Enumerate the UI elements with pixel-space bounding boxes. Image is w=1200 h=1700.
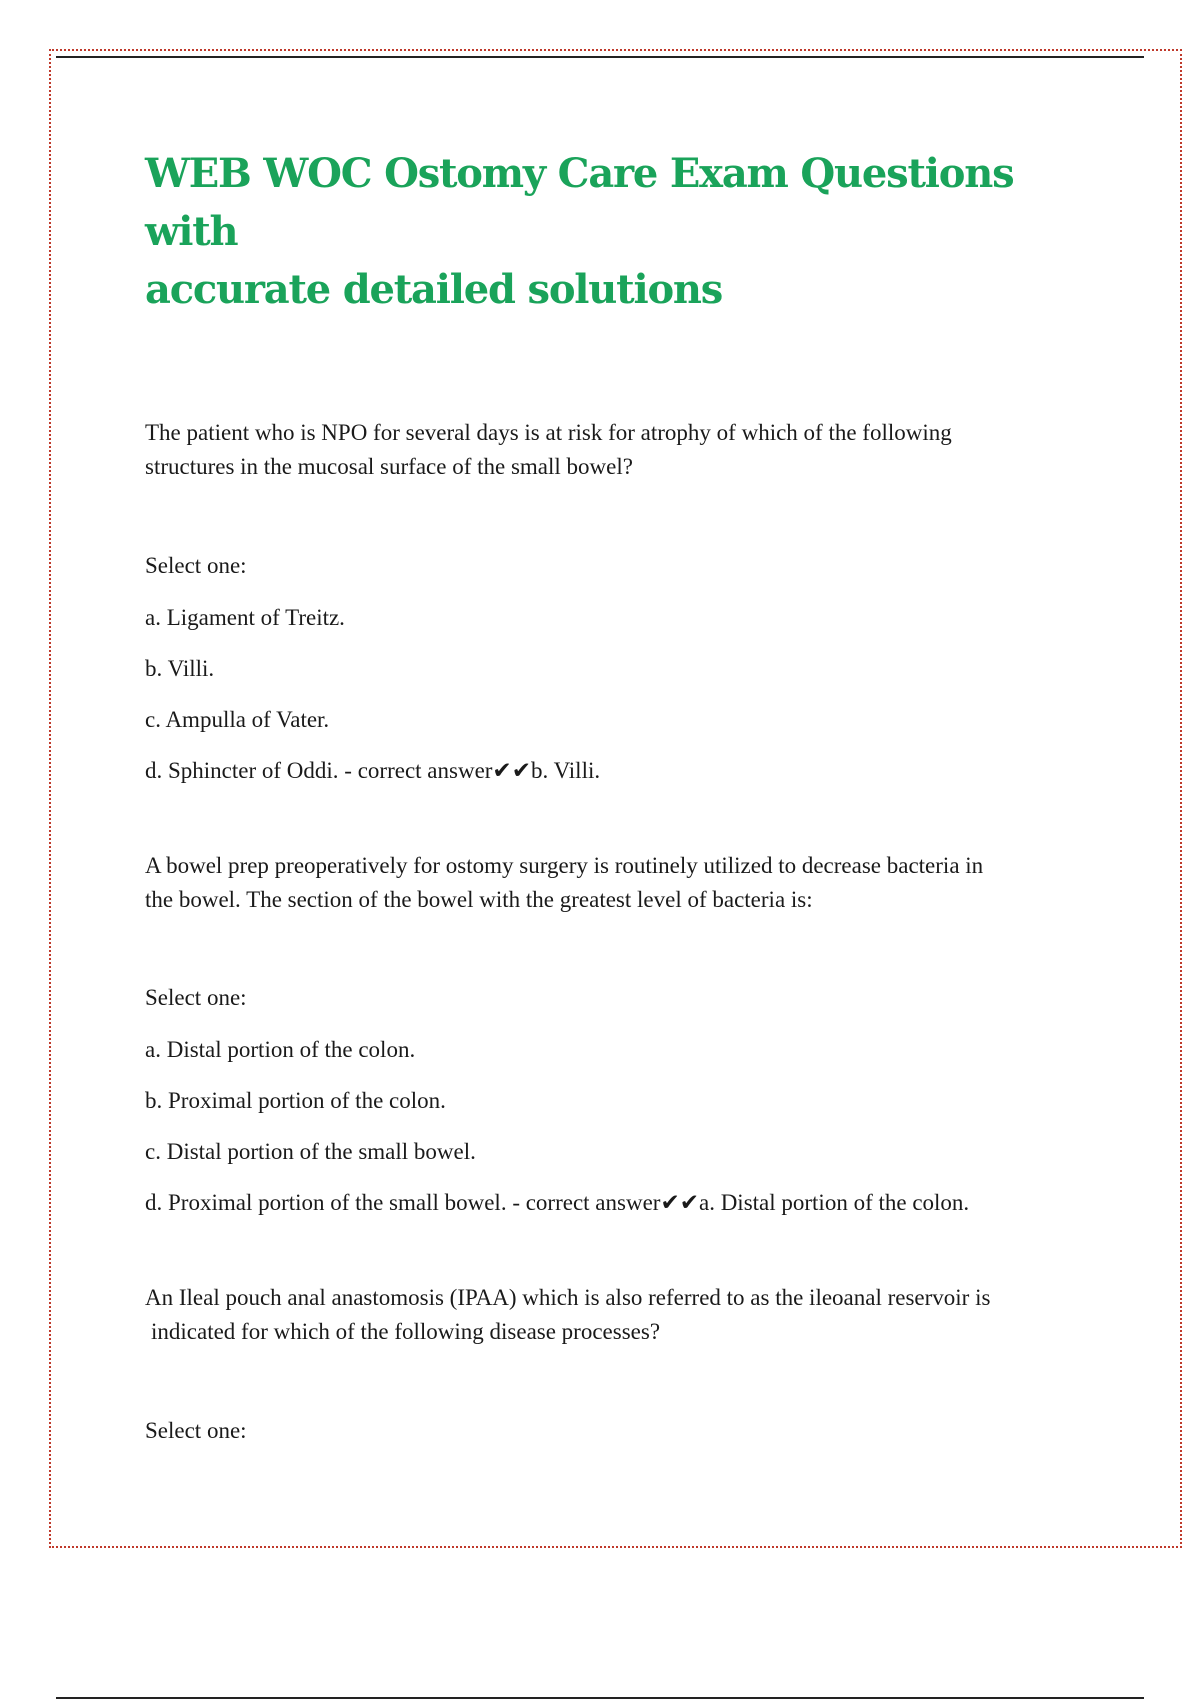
title-line-2: accurate detailed solutions bbox=[145, 266, 723, 313]
question-1-line-1: The patient who is NPO for several days is at risk for atrophy of which of the following bbox=[145, 420, 952, 445]
question-3-line-2: indicated for which of the following disease processes? bbox=[151, 1319, 661, 1344]
question-2-option-a: a. Distal portion of the colon. bbox=[145, 1037, 416, 1062]
question-1-option-c: c. Ampulla of Vater. bbox=[145, 707, 330, 732]
document-title bbox=[145, 145, 1105, 319]
header-rule bbox=[56, 56, 1144, 58]
question-3-select-label: Select one: bbox=[145, 1418, 247, 1443]
question-1-option-b: b. Villi. bbox=[145, 656, 215, 681]
question-2-option-b: b. Proximal portion of the colon. bbox=[145, 1088, 446, 1113]
title-line-1: WEB WOC Ostomy Care Exam Questions with bbox=[145, 150, 1014, 255]
question-1-option-a: a. Ligament of Treitz. bbox=[145, 605, 345, 630]
question-3-text bbox=[145, 1281, 1105, 1349]
question-2-line-1: A bowel prep preoperatively for ostomy surgery is routinely utilized to decrease bacteria in bbox=[145, 853, 984, 878]
question-2-select-label: Select one: bbox=[145, 985, 247, 1010]
document-body bbox=[145, 145, 1105, 1446]
question-2-text bbox=[145, 849, 1105, 917]
footer-rule bbox=[56, 1697, 1144, 1699]
question-1-line-2: structures in the mucosal surface of the small bowel? bbox=[145, 454, 633, 479]
question-2-option-c: c. Distal portion of the small bowel. bbox=[145, 1139, 476, 1164]
question-1-select-label: Select one: bbox=[145, 553, 247, 578]
question-1-option-d-answer: d. Sphincter of Oddi. - correct answer✔✔b. Villi. bbox=[145, 758, 601, 783]
question-3-line-1: An Ileal pouch anal anastomosis (IPAA) which is also referred to as the ileoanal reservoir is bbox=[145, 1285, 991, 1310]
question-2-option-d-answer: d. Proximal portion of the small bowel. - correct answer✔✔a. Distal portion of the colon. bbox=[145, 1190, 970, 1215]
question-2-line-2: the bowel. The section of the bowel with the greatest level of bacteria is: bbox=[145, 887, 813, 912]
question-1-text bbox=[145, 416, 1105, 484]
